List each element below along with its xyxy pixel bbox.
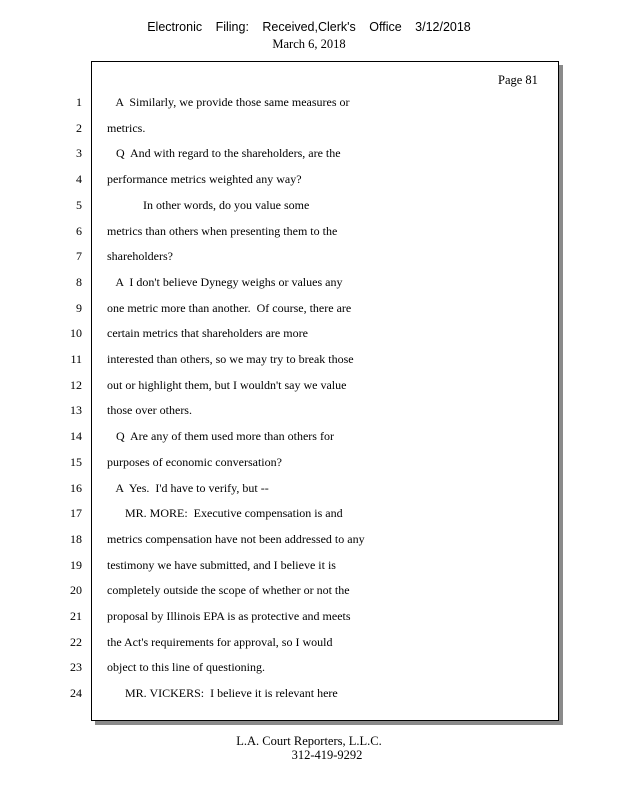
line-number: 2 (76, 120, 82, 135)
transcript-line: Q Are any of them used more than others for (107, 429, 334, 444)
transcript-line: In other words, do you value some (107, 197, 310, 212)
line-number: 8 (76, 274, 82, 289)
transcript-line: certain metrics that shareholders are more (107, 326, 308, 341)
transcript-line: metrics. (107, 120, 146, 135)
filing-stamp: Electronic Filing: Received,Clerk's Office 3/12/2018 (147, 20, 471, 34)
line-number: 6 (76, 223, 82, 238)
line-number: 23 (70, 660, 82, 675)
transcript-line: those over others. (107, 403, 192, 418)
line-number: 10 (70, 326, 82, 341)
transcript-line: object to this line of questioning. (107, 660, 265, 675)
line-number: 4 (76, 172, 82, 187)
transcript-line: out or highlight them, but I wouldn't say we value (107, 377, 347, 392)
line-number: 13 (70, 403, 82, 418)
transcript-line: the Act's requirements for approval, so I would (107, 634, 333, 649)
transcript-line: performance metrics weighted any way? (107, 172, 302, 187)
transcript-line: purposes of economic conversation? (107, 454, 282, 469)
line-number: 21 (70, 609, 82, 623)
transcript-line: metrics compensation have not been addressed to any (107, 531, 365, 546)
line-number: 15 (70, 454, 82, 469)
transcript-line: interested than others, so we may try to break those (107, 352, 354, 366)
transcript-line: completely outside the scope of whether or not the (107, 583, 350, 598)
line-number: 24 (70, 686, 82, 701)
line-number: 20 (70, 583, 82, 598)
transcript-line: proposal by Illinois EPA is as protective and meets (107, 609, 351, 623)
line-number: 9 (76, 300, 82, 315)
transcript-line: shareholders? (107, 249, 173, 264)
line-number: 11 (70, 352, 82, 366)
reporter-phone: 312-419-9292 (291, 748, 363, 762)
page-number: Page 81 (498, 73, 538, 87)
transcript-line: one metric more than another. Of course, there are (107, 300, 352, 315)
transcript-line: metrics than others when presenting them to the (107, 223, 338, 238)
deposition-date: March 6, 2018 (272, 37, 346, 51)
line-number: 16 (70, 480, 82, 495)
line-number: 17 (70, 506, 82, 521)
line-number: 1 (76, 95, 82, 109)
transcript-line: MR. VICKERS: I believe it is relevant here (107, 686, 338, 701)
transcript-line: testimony we have submitted, and I believe it is (107, 557, 336, 572)
line-number: 19 (70, 557, 82, 572)
transcript-line: MR. MORE: Executive compensation is and (107, 506, 343, 521)
reporter-company: L.A. Court Reporters, L.L.C. (236, 734, 382, 748)
line-number: 14 (70, 429, 82, 444)
line-number: 3 (76, 146, 82, 161)
line-number: 5 (76, 197, 82, 212)
transcript-line: A Yes. I'd have to verify, but -- (107, 480, 269, 495)
line-number: 22 (70, 634, 82, 649)
transcript-line: Q And with regard to the shareholders, are the (107, 146, 341, 161)
line-number: 12 (70, 377, 82, 392)
transcript-line: A Similarly, we provide those same measures or (107, 95, 350, 109)
line-number: 7 (76, 249, 82, 264)
line-number: 18 (70, 531, 82, 546)
transcript-line: A I don't believe Dynegy weighs or values any (107, 274, 343, 289)
